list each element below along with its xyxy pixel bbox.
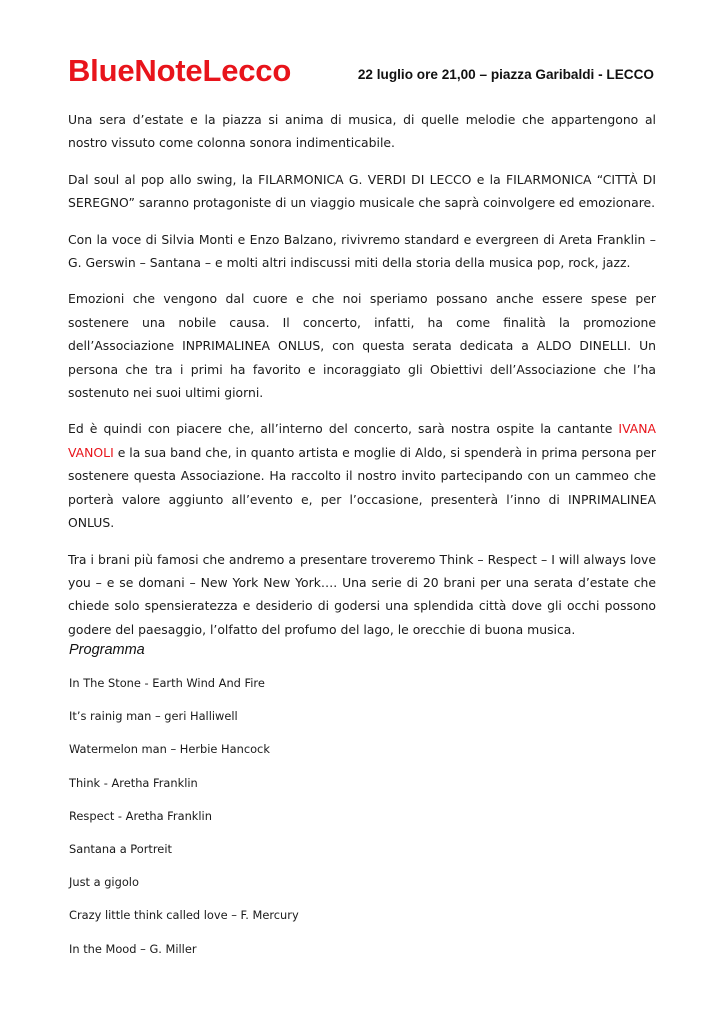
paragraph-songs: Tra i brani più famosi che andremo a presentare troveremo Think – Respect – I will always love you – e se domani – New York New York…. Una serie di 20 brani per una serata d’estate che chiede solo spensieratezza e desiderio di godersi una splendida città dove gli occhi possono godere del paesaggio, l’olfatto del profumo del lago, le orecchie di buona musica. bbox=[68, 551, 656, 637]
program-list bbox=[69, 675, 299, 974]
program-item: It’s rainig man – geri Halliwell bbox=[69, 709, 238, 724]
program-item: In The Stone - Earth Wind And Fire bbox=[69, 676, 265, 690]
guest-name: IVANA VANOLI bbox=[68, 421, 656, 460]
program-item: Just a gigolo bbox=[69, 875, 139, 890]
header bbox=[68, 52, 658, 92]
program-item: Santana a Portreit bbox=[69, 841, 172, 856]
body-text bbox=[68, 108, 656, 654]
guest-outro-text: e la sua band che, in quanto artista e moglie di Aldo, si spenderà in prima persona per sostenere questa Associazione. Ha raccolto il nostro invito partecipando con un cammeo che porterà valore aggiunto all’evento e, per l’occasione, presenterà l’inno di INPRIMALINEA ONLUS. bbox=[68, 444, 656, 531]
programma-heading: Programma bbox=[69, 642, 145, 658]
paragraph-intro: Una sera d’estate e la piazza si anima di musica, di quelle melodie che appartengono al nostro vissuto come colonna sonora indimenticabile. bbox=[68, 112, 656, 151]
event-date-location: 22 luglio ore 21,00 – piazza Garibaldi - LECCO bbox=[357, 67, 654, 82]
brand-title: BlueNoteLecco bbox=[68, 53, 292, 88]
program-item: Crazy little think called love – F. Mercury bbox=[69, 908, 299, 923]
program-item: Watermelon man – Herbie Hancock bbox=[69, 742, 270, 757]
paragraph-singers: Con la voce di Silvia Monti e Enzo Balzano, rivivremo standard e evergreen di Areta Franklin – G. Gerswin – Santana – e molti altri indiscussi miti della storia della musica pop, rock, jazz. bbox=[68, 231, 656, 271]
paragraph-genres: Dal soul al pop allo swing, la FILARMONICA G. VERDI DI LECCO e la FILARMONICA “CITTÀ DI SEREGNO” saranno protagoniste di un viaggio musicale che saprà coinvolgere ed emozionare. bbox=[68, 171, 656, 211]
guest-intro-text: Ed è quindi con piacere che, all’interno del concerto, sarà nostra ospite la cantante bbox=[68, 421, 613, 437]
program-item: Think - Aretha Franklin bbox=[69, 775, 198, 790]
paragraph-cause: Emozioni che vengono dal cuore e che noi speriamo possano anche essere spese per sostenere una nobile causa. Il concerto, infatti, ha come finalità la promozione dell’Associazione INPRIMALINEA ONLUS, con questa serata dedicata a ALDO DINELLI. Un persona che tra i primi ha favorito e incoraggiato gli Obiettivi dell’Associazione che l’ha sostenuto nei suoi ultimi giorni. bbox=[68, 291, 656, 401]
program-item: In the Mood – G. Miller bbox=[69, 941, 197, 956]
paragraph-guest bbox=[68, 417, 656, 534]
program-item: Respect - Aretha Franklin bbox=[69, 808, 212, 823]
